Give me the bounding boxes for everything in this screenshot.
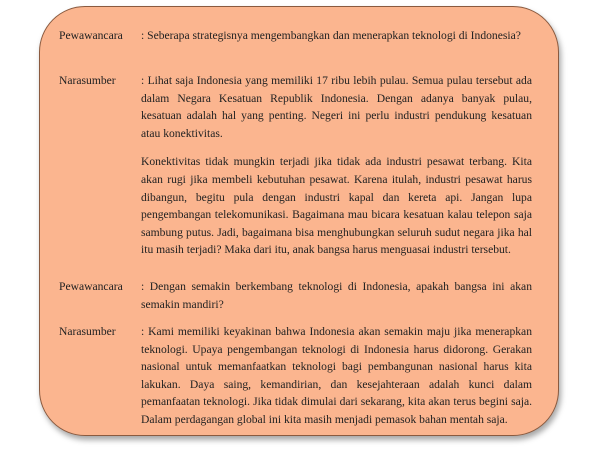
speaker-label: Pewawancara xyxy=(59,280,123,293)
paragraph: : Kami memiliki keyakinan bahwa Indonesia akan semakin maju jika menerapkan teknologi. Upaya pengembangan teknologi di Indonesia harus didorong. Gerakan nasional untuk memanfaatkan teknologi bagi pembangunan nasional harus kita lakukan. Daya saing, kemandirian, dan kesejahteraan adalah kunci dalam pemanfaatan teknologi. Jika tidak dimulai dari sekarang, kita akan terus begini saja. Dalam perdagangan global ini kita masih menjadi pemasok bahan mentah saja. xyxy=(141,325,532,426)
speaker-label: Narasumber xyxy=(59,74,116,87)
speaker-label: Narasumber xyxy=(59,325,116,338)
entry-text xyxy=(141,72,532,259)
speaker-label: Pewawancara xyxy=(59,29,123,42)
paragraph: : Dengan semakin berkembang teknologi di Indonesia, apakah bangsa ini akan semakin mandiri? xyxy=(141,280,532,311)
interview-card xyxy=(39,6,559,436)
paragraph: : Seberapa strategisnya mengembangkan dan menerapkan teknologi di Indonesia? xyxy=(141,29,521,42)
paragraph: Konektivitas tidak mungkin terjadi jika tidak ada industri pesawat terbang. Kita akan rugi jika membeli kebutuhan pesawat. Karena itulah, industri pesawat harus dibangun, begitu pula dengan industri kapal dan kereta api. Jangan lupa pengembangan telekomunikasi. Bagaimana mau bicara kesatuan kalau telepon saja sambung putus. Jadi, bagaimana bisa menghubungkan seluruh sudut negara jika hal itu masih terjadi? Maka dari itu, anak bangsa harus menguasai industri tersebut. xyxy=(141,155,532,257)
paragraph: : Lihat saja Indonesia yang memiliki 17 ribu lebih pulau. Semua pulau tersebut ada dalam Negara Kesatuan Republik Indonesia. Dengan adanya banyak pulau, kesatuan adalah hal yang penting. Negeri ini perlu industri pendukung kesatuan atau konektivitas. xyxy=(141,74,532,140)
entry-text xyxy=(141,27,532,45)
entry-text xyxy=(141,323,532,429)
entry-text xyxy=(141,278,532,313)
